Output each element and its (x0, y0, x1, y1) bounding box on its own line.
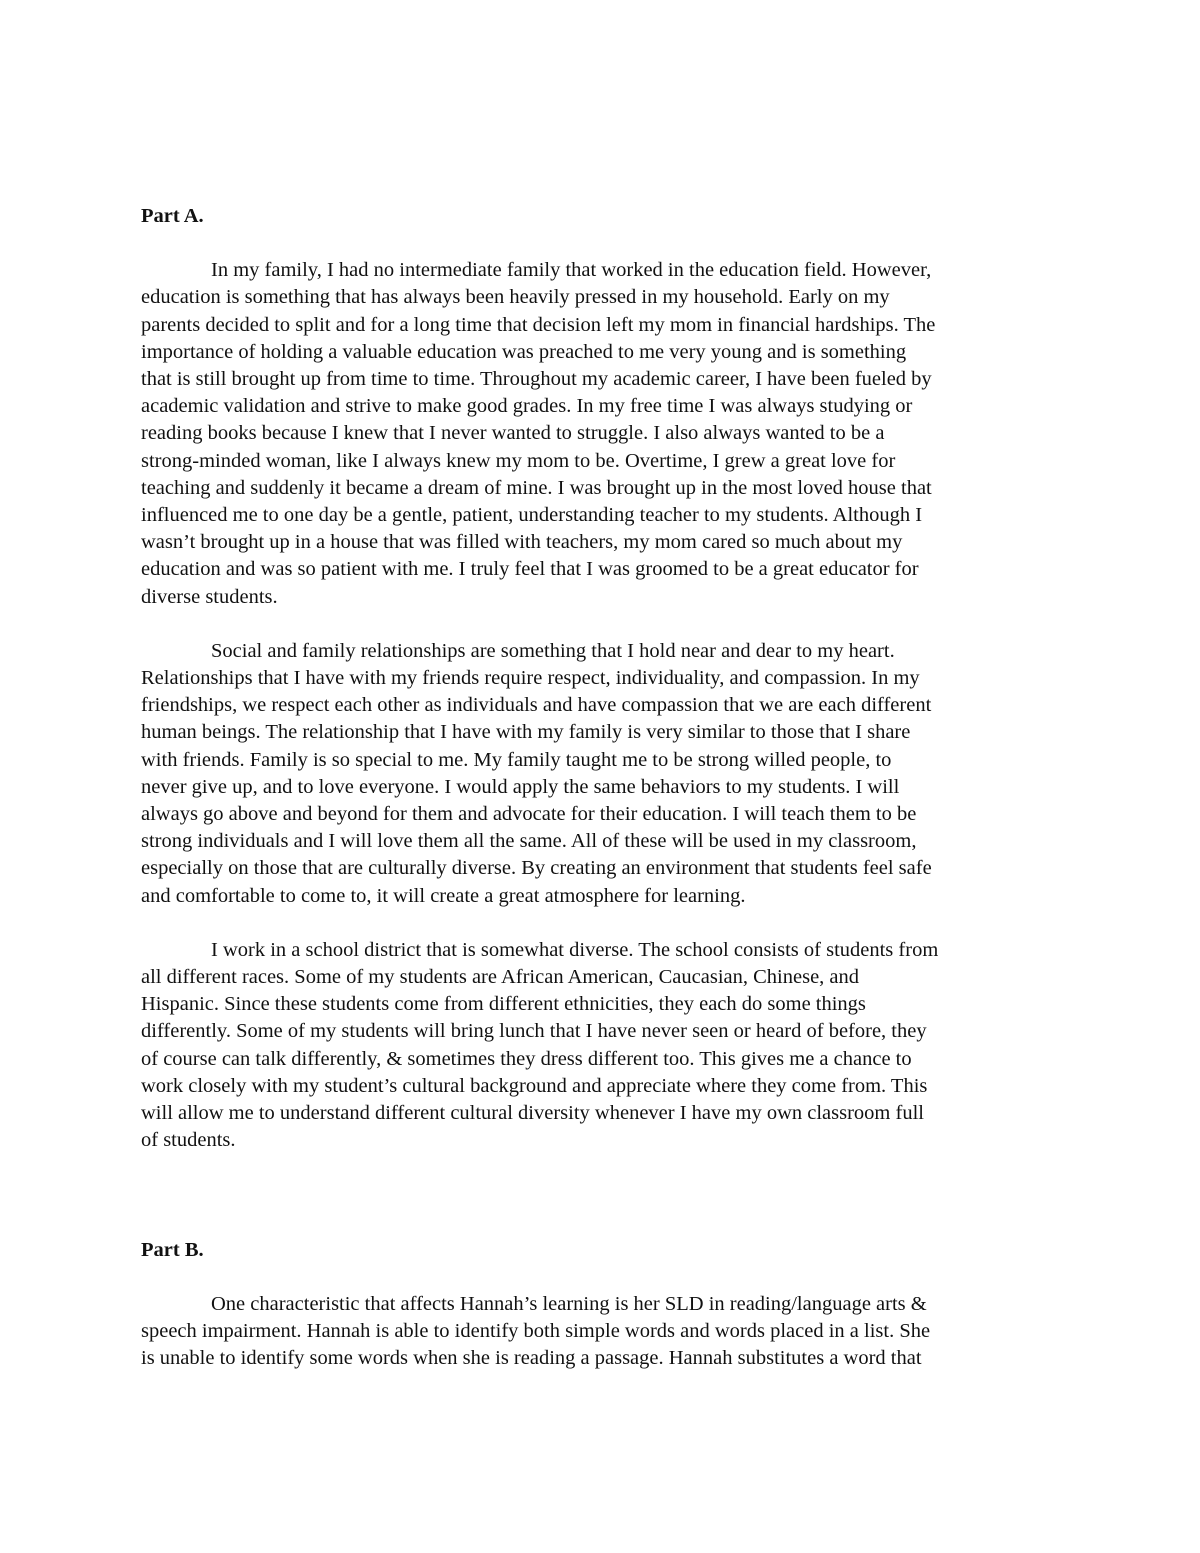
part-a-paragraph-1 (141, 257, 1061, 611)
text-line: diverse students. (141, 585, 278, 608)
text-line: strong individuals and I will love them all the same. All of these will be used in my classroom, (141, 830, 917, 853)
text-line: all different races. Some of my students are African American, Caucasian, Chinese, and (141, 966, 860, 989)
text-line: parents decided to split and for a long time that decision left my mom in financial hardships. The (141, 313, 936, 336)
text-line: Hispanic. Since these students come from different ethnicities, they each do some things (141, 993, 866, 1016)
part-b-heading: Part B. (141, 1238, 204, 1261)
text-line: human beings. The relationship that I have with my family is very similar to those that I share (141, 721, 911, 744)
part-a-heading: Part A. (141, 205, 204, 227)
text-line: always go above and beyond for them and advocate for their education. I will teach them to be (141, 803, 917, 826)
text-line: will allow me to understand different cultural diversity whenever I have my own classroom full (141, 1102, 924, 1125)
text-line: with friends. Family is so special to me. My family taught me to be strong willed people, to (141, 748, 892, 771)
text-line: One characteristic that affects Hannah’s learning is her SLD in reading/language arts & (211, 1292, 927, 1315)
text-line: and comfortable to come to, it will create a great atmosphere for learning. (141, 884, 746, 907)
text-line: Social and family relationships are something that I hold near and dear to my heart. (211, 639, 895, 662)
text-line: Relationships that I have with my friends require respect, individuality, and compassion. In my (141, 667, 920, 690)
text-line: influenced me to one day be a gentle, patient, understanding teacher to my students. Although I (141, 504, 923, 527)
text-line: teaching and suddenly it became a dream of mine. I was brought up in the most loved house that (141, 476, 932, 499)
text-line: especially on those that are culturally diverse. By creating an environment that students feel safe (141, 857, 932, 880)
text-line: of course can talk differently, & sometimes they dress different too. This gives me a chance to (141, 1047, 912, 1070)
text-line: education is something that has always been heavily pressed in my household. Early on my (141, 286, 890, 309)
text-line: reading books because I knew that I never wanted to struggle. I also always wanted to be a (141, 422, 885, 445)
text-line: wasn’t brought up in a house that was filled with teachers, my mom cared so much about my (141, 531, 903, 554)
text-line: is unable to identify some words when she is reading a passage. Hannah substitutes a word that (141, 1347, 922, 1370)
text-line: that is still brought up from time to time. Throughout my academic career, I have been fueled by (141, 368, 932, 391)
text-line: importance of holding a valuable education was preached to me very young and is something (141, 340, 907, 363)
text-line: In my family, I had no intermediate family that worked in the education field. However, (211, 259, 932, 282)
text-line: I work in a school district that is somewhat diverse. The school consists of students from (211, 938, 939, 961)
part-a-paragraph-2 (141, 638, 1061, 910)
text-line: education and was so patient with me. I truly feel that I was groomed to be a great educator for (141, 558, 919, 581)
document-body (141, 203, 1061, 1372)
text-line: differently. Some of my students will bring lunch that I have never seen or heard of before, they (141, 1020, 927, 1043)
text-line: work closely with my student’s cultural background and appreciate where they come from. This (141, 1074, 928, 1097)
text-line: of students. (141, 1129, 236, 1152)
part-b-paragraph-1 (141, 1291, 1061, 1373)
text-line: speech impairment. Hannah is able to identify both simple words and words placed in a list. She (141, 1319, 931, 1342)
part-a-paragraph-3 (141, 937, 1061, 1155)
text-line: strong-minded woman, like I always knew my mom to be. Overtime, I grew a great love for (141, 449, 896, 472)
text-line: never give up, and to love everyone. I would apply the same behaviors to my students. I will (141, 775, 900, 798)
text-line: friendships, we respect each other as individuals and have compassion that we are each different (141, 694, 932, 717)
text-line: academic validation and strive to make good grades. In my free time I was always studying or (141, 395, 913, 418)
